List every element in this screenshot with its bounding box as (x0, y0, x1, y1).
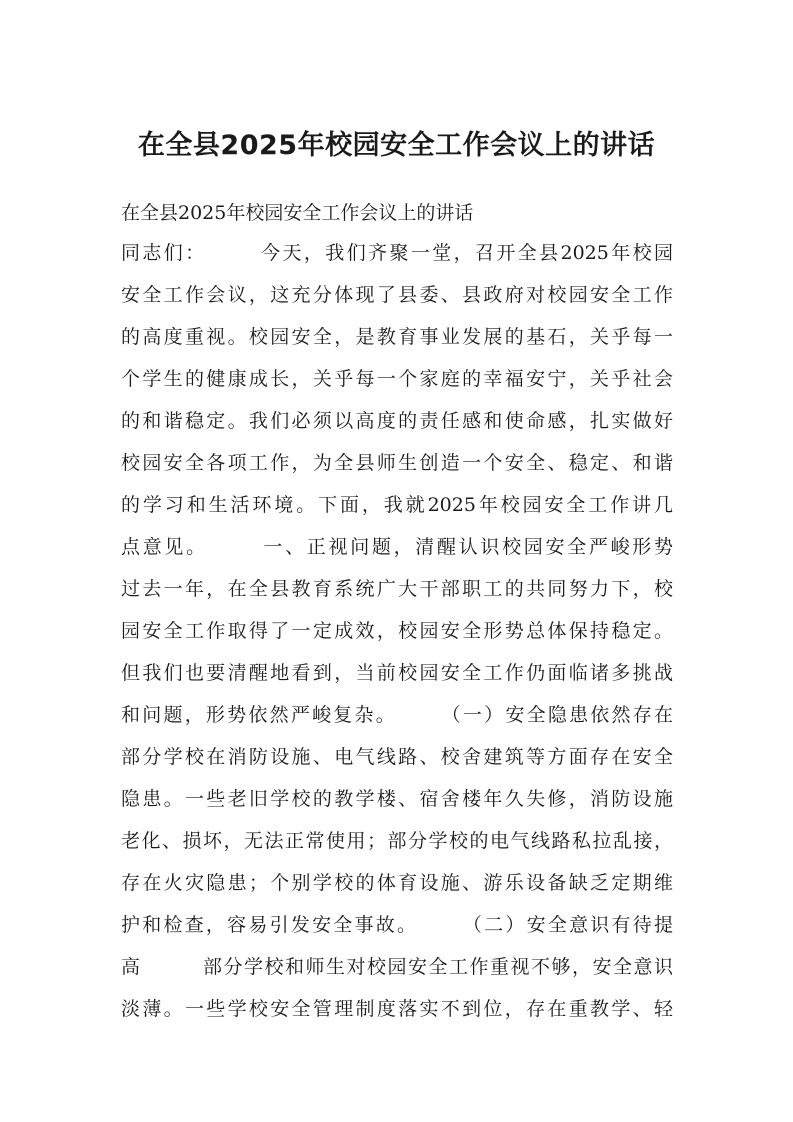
body-line: 淡薄。一些学校安全管理制度落实不到位，存在重教学、轻 (121, 998, 673, 1020)
body-line: 安全工作会议，这充分体现了县委、县政府对校园安全工作 (121, 284, 673, 306)
document-title: 在全县2025年校园安全工作会议上的讲话 (137, 130, 656, 161)
body-line: 存在火灾隐患；个别学校的体育设施、游乐设备缺乏定期维 (121, 872, 673, 894)
body-line: 老化、损坏，无法正常使用；部分学校的电气线路私拉乱接， (121, 830, 673, 852)
body-line: 园安全工作取得了一定成效，校园安全形势总体保持稳定。 (121, 620, 673, 642)
body-line: 校园安全各项工作，为全县师生创造一个安全、稳定、和谐 (121, 452, 673, 474)
body-line: 点意见。 一、正视问题，清醒认识校园安全严峻形势 (121, 536, 673, 558)
body-line: 高 部分学校和师生对校园安全工作重视不够，安全意识 (121, 956, 673, 978)
body-line: 同志们： 今天，我们齐聚一堂，召开全县2025年校园 (121, 242, 673, 264)
body-line: 部分学校在消防设施、电气线路、校舍建筑等方面存在安全 (121, 746, 673, 768)
body-line: 但我们也要清醒地看到，当前校园安全工作仍面临诸多挑战 (121, 662, 673, 684)
body-line: 的学习和生活环境。下面，我就2025年校园安全工作讲几 (121, 494, 673, 516)
body-line: 隐患。一些老旧学校的教学楼、宿舍楼年久失修，消防设施 (121, 788, 673, 810)
body-line: 的和谐稳定。我们必须以高度的责任感和使命感，扎实做好 (121, 410, 673, 432)
body-line: 的高度重视。校园安全，是教育事业发展的基石，关乎每一 (121, 326, 673, 348)
body-line: 过去一年，在全县教育系统广大干部职工的共同努力下，校 (121, 578, 673, 600)
body-line: 和问题，形势依然严峻复杂。 （一）安全隐患依然存在 (121, 704, 673, 726)
body-line-subtitle: 在全县2025年校园安全工作会议上的讲话 (121, 202, 474, 224)
body-line: 护和检查，容易引发安全事故。 （二）安全意识有待提 (121, 914, 673, 936)
body-line: 个学生的健康成长，关乎每一个家庭的幸福安宁，关乎社会 (121, 368, 673, 390)
